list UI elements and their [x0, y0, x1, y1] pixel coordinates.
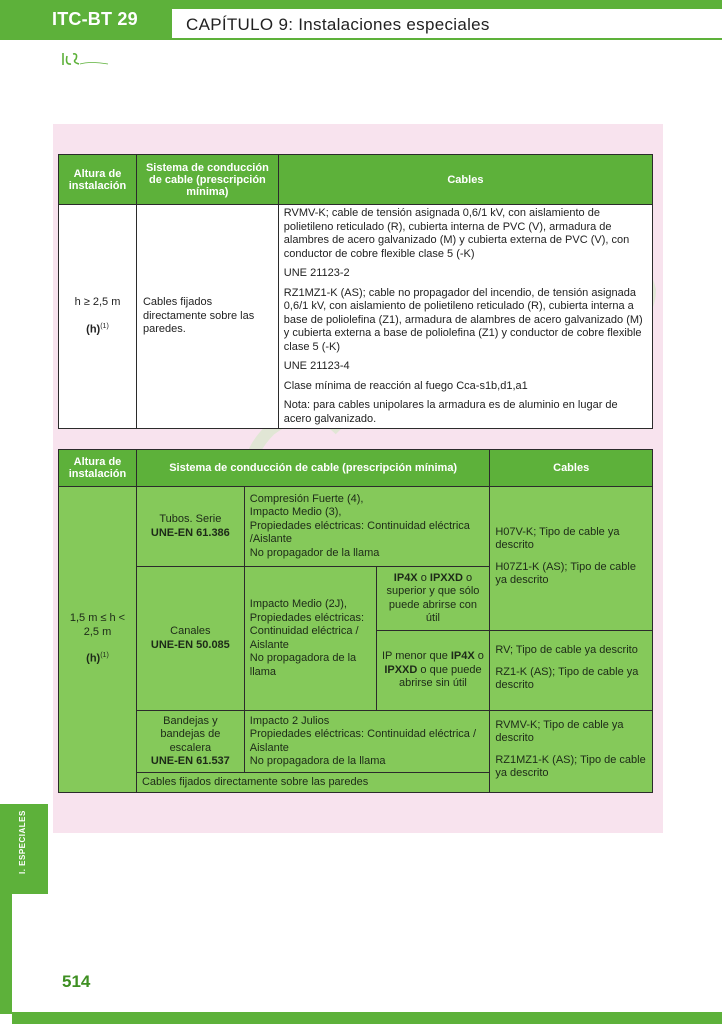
header-underline: [172, 38, 722, 40]
height-code: (h): [86, 653, 101, 666]
cell-canales-props: [244, 567, 376, 711]
tubos-prop: Impacto Medio (3),: [249, 506, 342, 519]
cell-cables: [278, 205, 652, 429]
cell-system: Cables fijados directamente sobre las paredes.: [136, 205, 278, 429]
cell-tubos-props: [244, 487, 490, 567]
ip-open-pre: IP menor que: [381, 650, 448, 663]
tubos-standard: UNE-EN 61.386: [150, 526, 230, 539]
height-footnote: (1): [100, 652, 109, 660]
header-rule: [172, 0, 722, 9]
canales-standard: UNE-EN 50.085: [150, 638, 230, 651]
bandejas-name: Bandejas y bandejas de escalera: [160, 714, 221, 754]
header-system: Sistema de conducción de cable (prescripción mínima): [136, 450, 489, 487]
tubos-name: Tubos. Serie: [159, 513, 222, 525]
publisher-logo-icon: [60, 50, 110, 70]
ip-or: o: [420, 571, 427, 584]
page-header: [0, 0, 722, 44]
cell-bandejas: [136, 711, 244, 773]
table-cables-high: [58, 154, 653, 429]
side-tab-label: I. ESPECIALES: [18, 810, 27, 874]
cable-h07v: H07V-K; Tipo de cable ya descrito: [495, 525, 620, 551]
cable-standard-2: UNE 21123-4: [283, 360, 350, 372]
cell-cables-2: [490, 631, 653, 711]
table-cables-mid: [58, 449, 653, 793]
bandejas-standard: UNE-EN 61.537: [150, 755, 230, 767]
side-bar: [0, 894, 12, 1014]
cable-desc-rz1mz1: RZ1MZ1-K (AS); cable no propagador del incendio, de tensión asignada 0,6/1 kV, con aislamiento de polietileno reticulado (R), cubierta interna a base de poliolefina (Z1), armadura de alambres de acero galvanizado (M) y cubierta externa a base de poliolefina (Z1) y conductor de cobre flexible clase 5 (-K): [283, 286, 643, 353]
footer-rule: [12, 1012, 722, 1024]
cable-fire-class: Clase mínima de reacción al fuego Cca-s1b,d1,a1: [283, 379, 528, 392]
ip4x-label: IP4X: [393, 571, 418, 584]
ip-open-text: o que puede abrirse sin útil: [399, 663, 482, 690]
cable-rv: RV; Tipo de cable ya descrito: [495, 644, 638, 657]
cable-note: Nota: para cables unipolares la armadura es de aluminio en lugar de acero galvanizado.: [283, 399, 618, 425]
header-height: Altura de instalación: [59, 155, 137, 205]
height-value: h ≥ 2,5 m: [74, 296, 121, 309]
ip-or: o: [477, 650, 484, 663]
tubos-prop: Compresión Fuerte (4),: [249, 492, 364, 505]
bandejas-prop: Propiedades eléctricas: Continuidad eléctrica / Aislante: [249, 728, 477, 754]
cell-cables-3: [490, 711, 653, 793]
cell-canales: [136, 567, 244, 711]
canales-name: Canales: [170, 625, 211, 637]
cable-rz1: RZ1-K (AS); Tipo de cable ya descrito: [495, 665, 639, 692]
header-height: Altura de instalación: [59, 450, 137, 487]
cell-height: [59, 205, 137, 429]
header-cables: Cables: [490, 450, 653, 487]
cell-ip-closed: [376, 567, 490, 631]
ipxxd-label: IPXXD: [429, 571, 463, 584]
cell-bandejas-props: [244, 711, 490, 773]
height-value: 1,5 m ≤ h < 2,5 m: [69, 612, 126, 638]
page-number: 514: [62, 972, 91, 991]
ipxxd-label: IPXXD: [384, 663, 418, 676]
cell-ip-open: [376, 631, 490, 711]
bandejas-prop: Impacto 2 Julios: [249, 714, 330, 727]
height-footnote: (1): [100, 322, 109, 330]
ip-closed-text: o superior y que sólo puede abrirse con útil: [386, 571, 480, 624]
cell-height: [59, 487, 137, 793]
cell-fijados: Cables fijados directamente sobre las paredes: [136, 773, 489, 793]
ip4x-label: IP4X: [450, 650, 475, 663]
canales-prop: No propagadora de la llama: [249, 652, 357, 678]
cable-rz1mz1: RZ1MZ1-K (AS); Tipo de cable ya descrito: [495, 753, 646, 779]
canales-prop: Impacto Medio (2J),: [249, 598, 347, 610]
tubos-prop: Propiedades eléctricas: Continuidad eléctrica /Aislante: [249, 519, 470, 546]
height-code: (h): [86, 323, 101, 336]
bandejas-prop: No propagadora de la llama: [249, 755, 386, 767]
cell-tubos: [136, 487, 244, 567]
cable-standard-1: UNE 21123-2: [283, 267, 350, 279]
cell-cables-1: [490, 487, 653, 631]
header-cables: Cables: [278, 155, 652, 205]
itc-tag: [0, 0, 172, 40]
tubos-prop: No propagador de la llama: [249, 546, 380, 559]
section-side-tab: [0, 804, 48, 894]
canales-prop: Propiedades eléctricas:: [249, 611, 365, 624]
chapter-title: CAPÍTULO 9: Instalaciones especiales: [186, 15, 490, 34]
itc-tag-label: ITC-BT 29: [52, 9, 138, 29]
cable-rvmv: RVMV-K; Tipo de cable ya descrito: [495, 718, 624, 744]
cable-desc-rvmv: RVMV-K; cable de tensión asignada 0,6/1 kV, con aislamiento de polietileno reticulado (R), cubierta interna de PVC (V), armadura de alambres de acero galvanizado (M) y cubierta externa de PVC (V), con conductor de cobre flexible clase 5 (-K): [283, 207, 630, 260]
canales-prop: Continuidad eléctrica / Aislante: [249, 625, 359, 651]
cable-h07z1: H07Z1-K (AS); Tipo de cable ya descrito: [495, 560, 636, 586]
header-system: Sistema de conducción de cable (prescripción mínima): [136, 155, 278, 205]
